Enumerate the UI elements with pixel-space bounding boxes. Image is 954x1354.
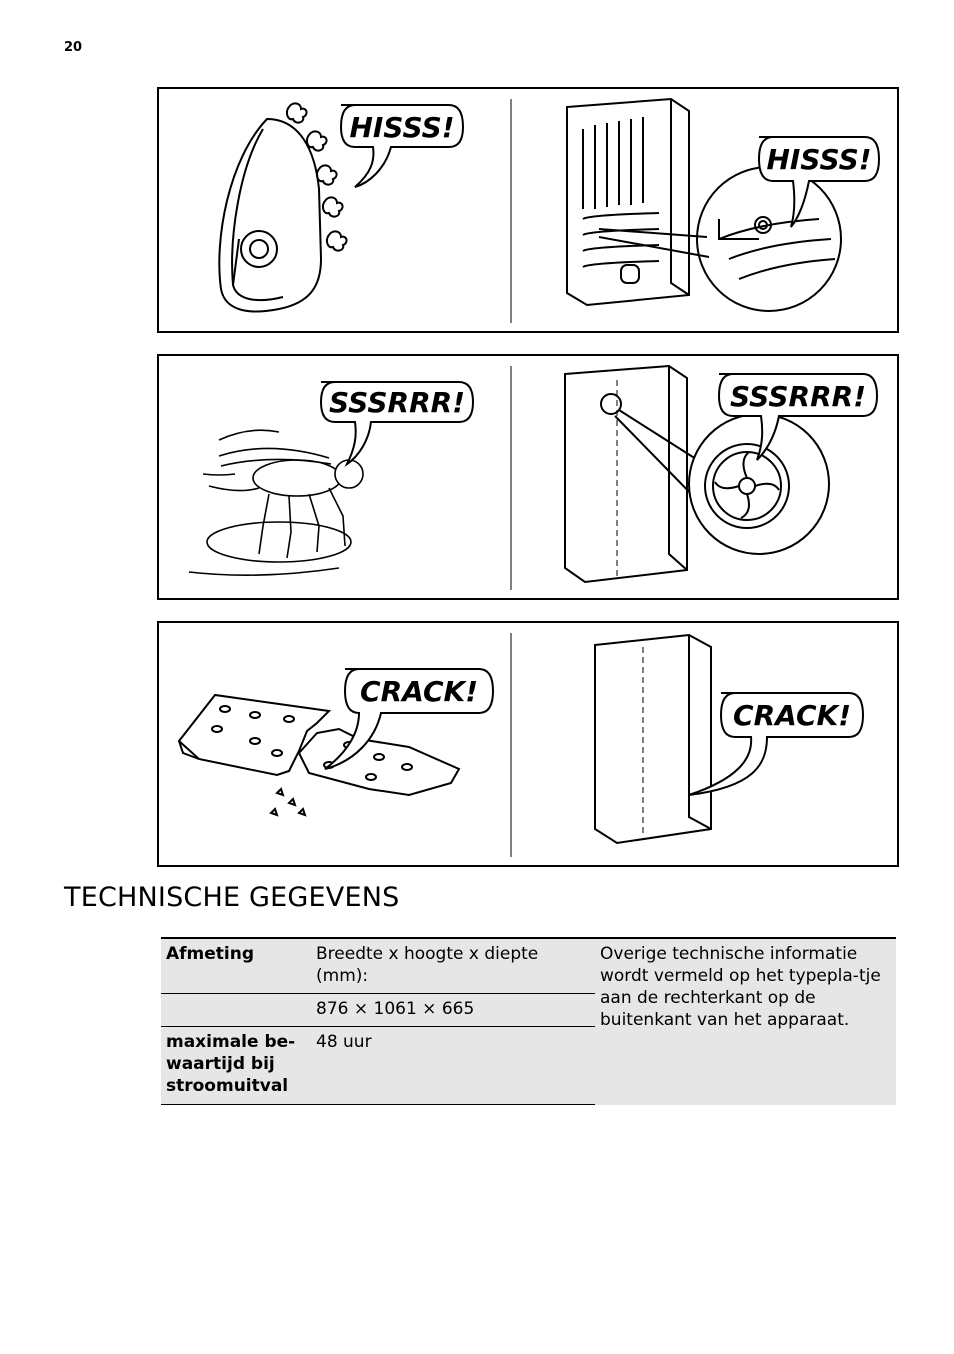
storage-value: 48 uur <box>311 1027 595 1105</box>
illustration-crack <box>159 623 897 865</box>
sound-label: CRACK! <box>733 699 851 732</box>
dimension-value: 876 × 1061 × 665 <box>311 994 595 1027</box>
sound-label: HISSS! <box>349 111 455 144</box>
dimension-label: Afmeting <box>161 938 311 994</box>
sound-label: HISSS! <box>766 143 872 176</box>
dimension-description: Breedte x hoogte x diepte (mm): <box>311 938 595 994</box>
steam-iron-icon <box>219 103 346 311</box>
illustration-panel-hiss <box>157 87 899 333</box>
section-title: TECHNISCHE GEGEVENS <box>64 882 400 913</box>
page-number: 20 <box>64 40 83 55</box>
sound-label: SSSRRR! <box>329 386 465 419</box>
illustration-panel-crack <box>157 621 899 867</box>
refrigerator-cabinet-icon <box>595 635 711 843</box>
other-info: Overige technische informatie wordt vermeld op het typepla-tje aan de rechterkant op de buitenkant van het apparaat. <box>595 938 896 1105</box>
empty-cell <box>161 994 311 1027</box>
storage-label: maximale be-waartijd bij stroomuitval <box>161 1027 311 1105</box>
sound-label: SSSRRR! <box>730 380 866 413</box>
illustration-panel-sssrrr <box>157 354 899 600</box>
table-row <box>161 938 896 994</box>
illustration-hiss <box>159 89 897 331</box>
sound-label: CRACK! <box>360 675 478 708</box>
fly-icon <box>189 430 363 575</box>
illustration-sssrrr <box>159 356 897 598</box>
technical-data-table <box>161 937 896 1105</box>
